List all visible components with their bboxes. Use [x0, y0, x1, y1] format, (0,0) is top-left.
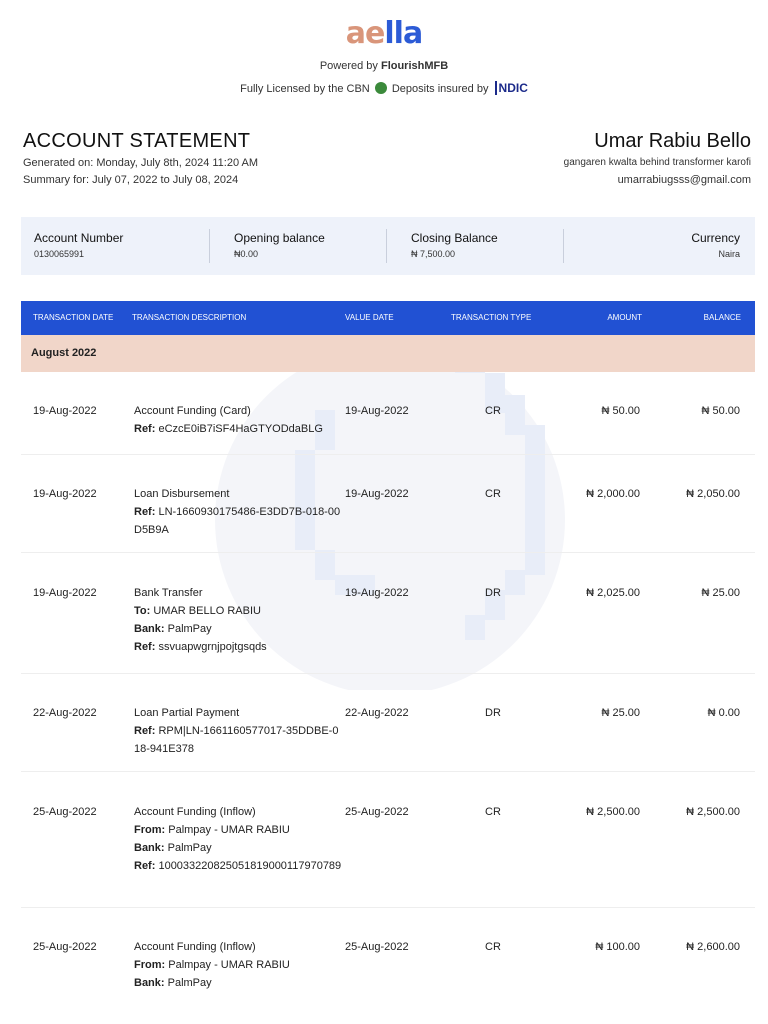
month-group-header: [21, 335, 755, 372]
currency-value: Naira: [718, 249, 740, 259]
transaction-type: DR: [485, 587, 501, 599]
transaction-amount: ₦ 2,000.00: [586, 488, 640, 500]
license-line: Fully Licensed by the CBN Deposits insured by NDIC: [240, 81, 528, 95]
detail-value: eCzcE0iB7iSF4HaGTYODdaBLG: [158, 423, 323, 435]
description-detail: [134, 974, 344, 992]
summary-period: Summary for: July 07, 2022 to July 08, 2024: [23, 174, 239, 186]
month-label: August 2022: [31, 347, 97, 359]
running-balance: ₦ 2,600.00: [686, 941, 740, 953]
detail-value: Palmpay - UMAR RABIU: [168, 824, 290, 836]
aella-logo: aella: [345, 16, 423, 51]
account-number-value: 0130065991: [34, 249, 85, 259]
detail-value: Palmpay - UMAR RABIU: [168, 959, 290, 971]
header-balance: BALANCE: [703, 313, 741, 322]
powered-by: Powered by FlourishMFB: [319, 60, 449, 72]
detail-label: Ref:: [134, 423, 156, 435]
detail-label: From:: [134, 959, 166, 971]
header-transaction-description: TRANSACTION DESCRIPTION: [132, 313, 247, 322]
running-balance: ₦ 2,500.00: [686, 806, 740, 818]
detail-value: LN-1660930175486-E3DD7B-018-00D5B9A: [134, 506, 341, 536]
running-balance: ₦ 0.00: [707, 707, 740, 719]
table-row: [21, 485, 755, 553]
description-title: Account Funding (Inflow): [134, 941, 256, 953]
running-balance: ₦ 2,050.00: [686, 488, 740, 500]
transaction-description: [134, 938, 344, 992]
customer-email: umarrabiugsss@gmail.com: [617, 174, 751, 186]
generated-date: Generated on: Monday, July 8th, 2024 11:20 AM: [23, 157, 259, 169]
transaction-amount: ₦ 2,500.00: [586, 806, 640, 818]
description-detail: [134, 420, 344, 438]
statement-title: ACCOUNT STATEMENT: [23, 130, 251, 152]
table-header: [21, 301, 755, 335]
description-detail: [134, 857, 344, 875]
detail-label: Bank:: [134, 842, 165, 854]
description-detail: [134, 821, 344, 839]
value-date: 25-Aug-2022: [345, 806, 409, 818]
transaction-description: [134, 402, 344, 438]
detail-value: PalmPay: [167, 842, 212, 854]
summary-divider: [563, 229, 564, 263]
detail-value: ssvuapwgrnjpojtgsqds: [158, 641, 267, 653]
description-title: Account Funding (Card): [134, 405, 251, 417]
description-title: Loan Disbursement: [134, 488, 230, 500]
description-detail: [134, 722, 344, 758]
table-row: [21, 938, 755, 1008]
transaction-date: 25-Aug-2022: [33, 806, 97, 818]
cbn-seal-icon: [375, 82, 387, 94]
description-detail: [134, 839, 344, 857]
account-summary: [21, 217, 755, 275]
transaction-type: CR: [485, 941, 501, 953]
table-row: [21, 704, 755, 772]
transaction-date: 19-Aug-2022: [33, 405, 97, 417]
description-detail: [134, 620, 344, 638]
description-title: Account Funding (Inflow): [134, 806, 256, 818]
value-date: 19-Aug-2022: [345, 405, 409, 417]
transaction-description: [134, 485, 344, 539]
transaction-description: [134, 803, 344, 875]
closing-balance-value: ₦ 7,500.00: [411, 249, 456, 259]
detail-label: From:: [134, 824, 166, 836]
customer-name: Umar Rabiu Bello: [594, 130, 751, 152]
running-balance: ₦ 50.00: [701, 405, 740, 417]
detail-value: 100033220825051819000117970789: [158, 860, 342, 872]
value-date: 25-Aug-2022: [345, 941, 409, 953]
transaction-amount: ₦ 25.00: [601, 707, 640, 719]
value-date: 19-Aug-2022: [345, 587, 409, 599]
header-transaction-type: TRANSACTION TYPE: [451, 313, 532, 322]
description-title: Bank Transfer: [134, 587, 203, 599]
currency-cell: [620, 217, 740, 275]
detail-value: PalmPay: [167, 623, 212, 635]
header-transaction-date: TRANSACTION DATE: [33, 313, 114, 322]
detail-value: UMAR BELLO RABIU: [153, 605, 261, 617]
detail-label: Ref:: [134, 725, 156, 737]
currency-label: Currency: [691, 231, 740, 245]
flourish-brand: FlourishMFB: [380, 60, 449, 72]
transaction-amount: ₦ 2,025.00: [586, 587, 640, 599]
table-row: [21, 402, 755, 455]
opening-balance-label: Opening balance: [234, 231, 325, 245]
transaction-type: CR: [485, 488, 501, 500]
description-title: Loan Partial Payment: [134, 707, 240, 719]
detail-label: Bank:: [134, 977, 165, 989]
header-value-date: VALUE DATE: [345, 313, 394, 322]
description-detail: [134, 602, 344, 620]
detail-value: RPM|LN-1661160577017-35DDBE-018-941E378: [134, 725, 339, 755]
description-detail: [134, 638, 344, 656]
summary-divider: [386, 229, 387, 263]
table-row: [21, 584, 755, 674]
detail-label: Ref:: [134, 506, 156, 518]
value-date: 19-Aug-2022: [345, 488, 409, 500]
opening-balance-value: ₦0.00: [234, 249, 259, 259]
value-date: 22-Aug-2022: [345, 707, 409, 719]
transaction-description: [134, 704, 344, 758]
detail-label: Bank:: [134, 623, 165, 635]
ndic-logo: NDIC: [495, 81, 528, 95]
detail-label: Ref:: [134, 641, 156, 653]
transaction-date: 22-Aug-2022: [33, 707, 97, 719]
transaction-date: 19-Aug-2022: [33, 587, 97, 599]
detail-label: Ref:: [134, 860, 156, 872]
transaction-type: CR: [485, 405, 501, 417]
detail-value: PalmPay: [167, 977, 212, 989]
closing-balance-label: Closing Balance: [411, 231, 498, 245]
running-balance: ₦ 25.00: [701, 587, 740, 599]
transaction-amount: ₦ 100.00: [595, 941, 640, 953]
detail-label: To:: [134, 605, 151, 617]
description-detail: [134, 503, 344, 539]
transaction-date: 19-Aug-2022: [33, 488, 97, 500]
summary-divider: [209, 229, 210, 263]
header-amount: AMOUNT: [607, 313, 642, 322]
transaction-date: 25-Aug-2022: [33, 941, 97, 953]
customer-address: gangaren kwalta behind transformer karofi: [563, 157, 751, 168]
transaction-description: [134, 584, 344, 656]
table-row: [21, 803, 755, 908]
description-detail: [134, 956, 344, 974]
account-number-label: Account Number: [34, 231, 124, 245]
transaction-amount: ₦ 50.00: [601, 405, 640, 417]
transaction-type: CR: [485, 806, 501, 818]
transaction-type: DR: [485, 707, 501, 719]
